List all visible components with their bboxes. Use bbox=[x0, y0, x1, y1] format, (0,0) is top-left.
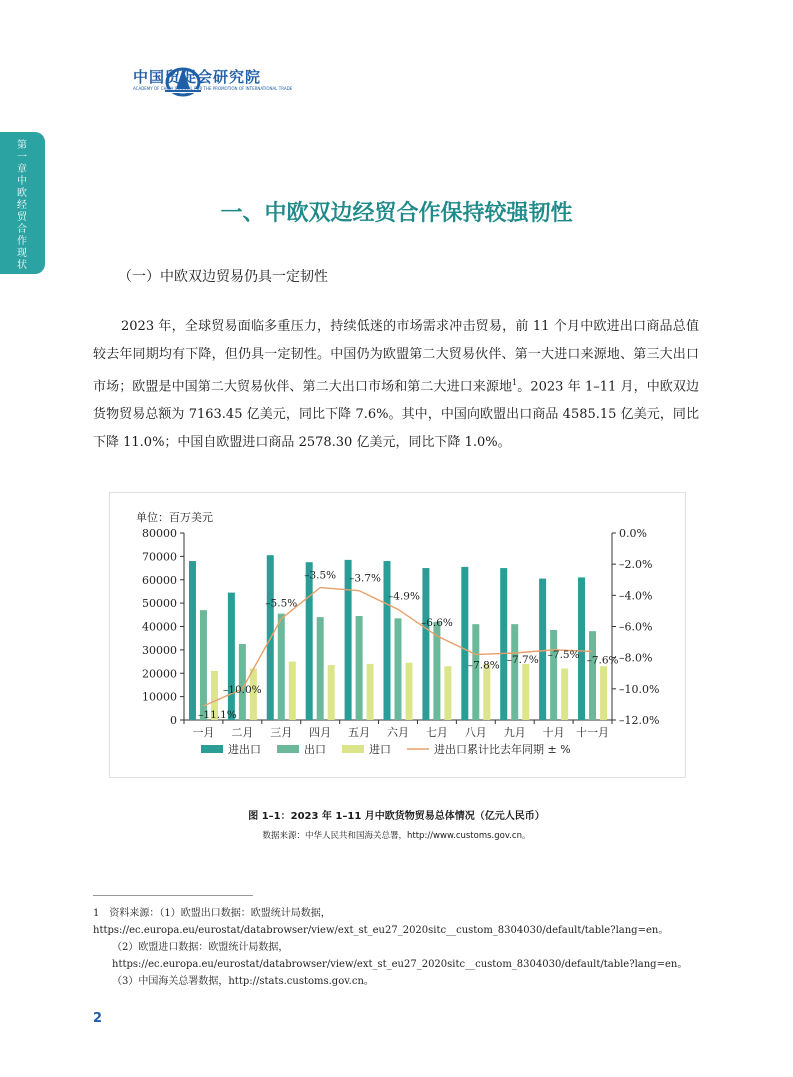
org-name-en: ACADEMY OF CHINA COUNCIL FOR THE PROMOTION OF INTERNATIONAL TRADE bbox=[133, 86, 293, 91]
bar-3 bbox=[289, 662, 296, 720]
footnote-3: （3）中国海关总署数据，http://stats.customs.gov.cn。 bbox=[112, 976, 374, 987]
bar-3 bbox=[522, 664, 529, 720]
right-tick-label: –8.0% bbox=[619, 651, 653, 665]
left-tick-label: 40000 bbox=[142, 620, 177, 634]
legend-label-4: 进出口累计比去年同期 ± % bbox=[434, 743, 571, 756]
bar-2 bbox=[550, 630, 557, 720]
bar-2 bbox=[472, 624, 479, 720]
growth-label: –5.5% bbox=[265, 597, 298, 610]
x-tick-label: 二月 bbox=[231, 726, 254, 739]
bar-1 bbox=[461, 567, 468, 720]
bar-1 bbox=[306, 562, 313, 720]
bar-3 bbox=[367, 664, 374, 720]
growth-label: –4.9% bbox=[388, 590, 420, 603]
bar-1 bbox=[539, 579, 546, 720]
figure-caption: 图 1–1：2023 年 1–11 月中欧货物贸易总体情况（亿元人民币） bbox=[248, 811, 545, 822]
right-tick-label: –4.0% bbox=[619, 589, 653, 603]
sub-title: （一）中欧双边贸易仍具一定韧性 bbox=[118, 269, 328, 285]
bar-3 bbox=[406, 663, 413, 720]
footnote-1: 1 资料来源：（1）欧盟出口数据：欧盟统计局数据，https://ec.europa.eu/eurostat/databrowser/view/ext_st_eu27_2020sitc__custom_8304030/default/table?lang=en。 bbox=[93, 908, 669, 936]
figure-source: 数据来源：中华人民共和国海关总署，http://www.customs.gov.cn。 bbox=[262, 831, 531, 841]
chart-unit-label: 单位：百万美元 bbox=[136, 511, 213, 524]
right-tick-label: –6.0% bbox=[619, 620, 653, 634]
bar-1 bbox=[228, 593, 235, 720]
right-tick-label: –10.0% bbox=[619, 682, 660, 696]
growth-label: –11.1% bbox=[198, 708, 237, 721]
left-tick-label: 30000 bbox=[142, 643, 177, 657]
growth-label: –7.6% bbox=[586, 654, 619, 667]
bar-2 bbox=[356, 616, 363, 720]
footnote-2: （2）欧盟进口数据：欧盟统计局数据，https://ec.europa.eu/eurostat/databrowser/view/ext_st_eu27_2020sitc__custom_8304030/default/table?lang=en。 bbox=[112, 942, 688, 970]
chapter-tab-label: 第一章 中欧经贸合作现状 bbox=[17, 140, 27, 271]
left-tick-label: 60000 bbox=[142, 573, 177, 587]
bar-3 bbox=[561, 669, 568, 720]
bar-3 bbox=[328, 665, 335, 720]
bar-1 bbox=[422, 568, 429, 720]
left-tick-label: 50000 bbox=[142, 597, 177, 611]
x-tick-label: 十月 bbox=[542, 726, 565, 739]
legend-label-1: 进出口 bbox=[228, 743, 261, 756]
x-tick-label: 六月 bbox=[387, 726, 409, 739]
growth-label: –3.5% bbox=[304, 569, 337, 582]
bar-2 bbox=[200, 610, 207, 720]
legend-label-2: 出口 bbox=[304, 743, 326, 756]
left-tick-label: 20000 bbox=[142, 667, 177, 681]
bar-1 bbox=[384, 561, 391, 720]
left-tick-label: 80000 bbox=[142, 527, 177, 540]
x-tick-label: 十一月 bbox=[576, 726, 610, 739]
legend-label-3: 进口 bbox=[369, 743, 391, 756]
trade-chart bbox=[109, 492, 684, 776]
bar-2 bbox=[278, 614, 285, 720]
body-paragraph bbox=[93, 313, 699, 457]
growth-label: –10.0% bbox=[223, 683, 262, 696]
legend-swatch-2 bbox=[277, 745, 299, 753]
section-title: 一、中欧双边经贸合作保持较强韧性 bbox=[220, 201, 573, 226]
bar-3 bbox=[483, 664, 490, 720]
x-tick-label: 九月 bbox=[503, 726, 526, 739]
x-tick-label: 一月 bbox=[192, 726, 215, 739]
bar-2 bbox=[239, 644, 246, 720]
bar-2 bbox=[589, 631, 596, 720]
bar-3 bbox=[444, 666, 451, 720]
left-tick-label: 70000 bbox=[142, 550, 177, 564]
bar-2 bbox=[317, 617, 324, 720]
right-tick-label: –12.0% bbox=[619, 714, 660, 727]
right-tick-label: –2.0% bbox=[619, 558, 653, 572]
bar-2 bbox=[511, 624, 518, 720]
x-tick-label: 五月 bbox=[348, 726, 371, 739]
paragraph-part-2: 。2023 年 1–11 月，中欧双边货物贸易总额为 7163.45 亿美元，同比下降 7.6%。其中，中国向欧盟出口商品 4585.15 亿美元，同比下降 11.0%；中国自欧盟进口商品 2578.30 亿美元，同比下降 1.0%。 bbox=[93, 379, 699, 451]
growth-label: –7.7% bbox=[506, 653, 539, 666]
footnote-mark[interactable]: 1 bbox=[512, 378, 518, 387]
x-tick-label: 七月 bbox=[425, 726, 448, 739]
paragraph-part-1: 2023 年，全球贸易面临多重压力，持续低迷的市场需求冲击贸易，前 11 个月中欧进出口商品总值较去年同期均有下降，但仍具一定韧性。中国仍为欧盟第二大贸易伙伴、第一大进口来源地、第三大出口市场；欧盟是中国第二大贸易伙伴、第二大出口市场和第二大进口来源地 bbox=[93, 319, 699, 395]
bar-1 bbox=[189, 561, 196, 720]
bar-1 bbox=[500, 568, 507, 720]
left-tick-label: 0 bbox=[170, 714, 177, 727]
page-number: 2 bbox=[93, 1011, 103, 1026]
legend-swatch-1 bbox=[201, 745, 223, 753]
growth-label: –7.5% bbox=[547, 648, 580, 661]
x-tick-label: 八月 bbox=[464, 726, 487, 739]
x-tick-label: 四月 bbox=[309, 726, 332, 739]
left-tick-label: 10000 bbox=[142, 690, 177, 704]
growth-label: –7.8% bbox=[467, 659, 500, 672]
growth-label: –6.6% bbox=[420, 616, 453, 629]
growth-label: –3.7% bbox=[349, 572, 382, 585]
right-tick-label: 0.0% bbox=[619, 527, 647, 540]
org-name: 中国贸促会研究院 bbox=[133, 68, 262, 86]
bar-3 bbox=[600, 666, 607, 720]
legend-swatch-3 bbox=[342, 745, 364, 753]
x-tick-label: 三月 bbox=[270, 726, 293, 739]
footnote-divider bbox=[93, 895, 253, 896]
bar-2 bbox=[395, 618, 402, 720]
